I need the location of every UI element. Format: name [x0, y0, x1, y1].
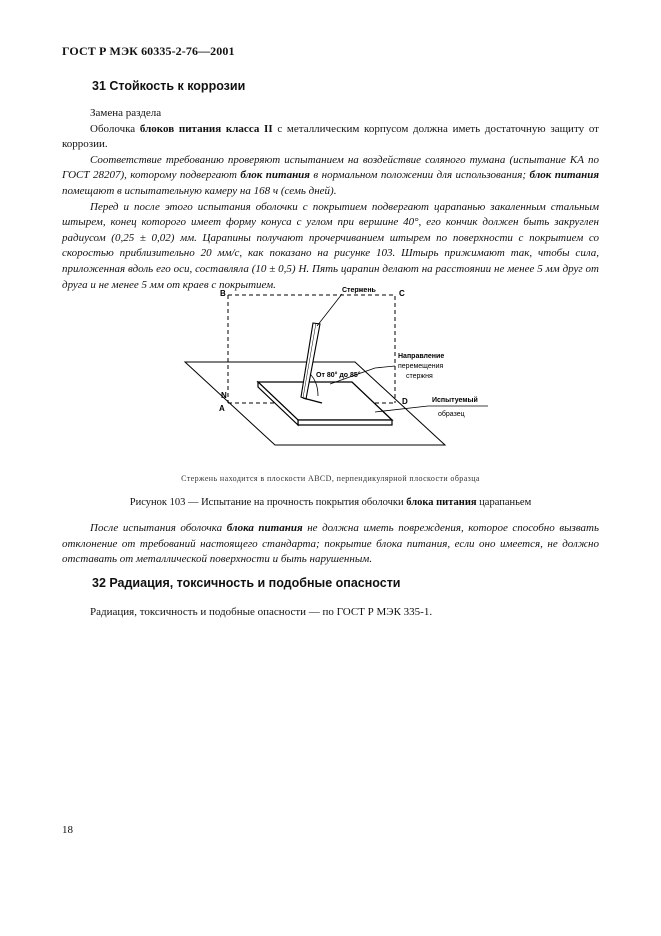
label-d: D: [402, 397, 408, 406]
figure-caption: Рисунок 103 — Испытание на прочность покрытия оболочки блока питания царапаньем: [129, 497, 532, 508]
page-number: 18: [62, 824, 73, 836]
paragraph-scratch-test: Перед и после этого испытания оболочки с покрытием подвергают царапанью закаленным стальным штырем, конец которого имеет форму конуса с углом при вершине 40°, его кончик должен быть закруглен радиусом (0,25 ± 0,02) мм. Царапины получают прочерчиванием штырем по поверхности с покрытием со скоростью приблизительно 20 мм/с, как показано на рисунке 103. Штырь прижимают так, чтобы сила, приложенная вдоль его оси, составляла (10 ± 0,5) Н. Пять царапин делают на расстоянии не менее 5 мм друг от друга и не менее 5 мм от краев с покрытием.: [62, 200, 599, 291]
paragraph-enclosure: Оболочка блоков питания класса II с металлическим корпусом должна иметь достаточную защиту от коррозии.: [62, 122, 599, 151]
label-direction-3: стержня: [406, 373, 433, 380]
paragraph-radiation: Радиация, токсичность и подобные опасности — по ГОСТ Р МЭК 335-1.: [90, 606, 433, 618]
figure-note: Стержень находится в плоскости ABCD, перпендикулярной плоскости образца: [181, 474, 480, 483]
label-rod: Стержень: [342, 287, 376, 294]
section-31-title: 31 Стойкость к коррозии: [92, 79, 246, 93]
document-header: ГОСТ Р МЭК 60335-2-76—2001: [62, 44, 235, 58]
paragraph-salt-mist: Соответствие требованию проверяют испытанием на воздействие соляного тумана (испытание КА по ГОСТ 28207), которому подвергают блок питания в нормальном положении для использования; блок питания помещают в испытательную камеру на 168 ч (семь дней).: [62, 153, 599, 197]
label-direction-1: Направление: [398, 353, 445, 360]
label-direction-2: перемещения: [398, 363, 444, 370]
scratch-test-figure: [170, 280, 515, 460]
paragraph-after-test: После испытания оболочка блока питания не должна иметь повреждения, которое способно вызвать отклонение от требований настоящего стандарта; покрытие блока питания, если оно имеется, не должно отставать от металлической поверхности и быть нарушенным.: [62, 522, 599, 566]
label-n: N: [221, 391, 227, 400]
label-b: B: [220, 289, 226, 298]
section-31-body: [62, 106, 599, 293]
label-c: C: [399, 289, 405, 298]
label-a: A: [219, 404, 225, 413]
after-test-body: [62, 521, 599, 568]
replace-label: Замена раздела: [90, 107, 162, 119]
label-sample-1: Испытуемый: [432, 397, 478, 404]
section-32-body: [62, 605, 599, 621]
section-32-title: 32 Радиация, токсичность и подобные опасности: [92, 576, 401, 590]
label-sample-2: образец: [438, 411, 465, 418]
label-angle: От 80° до 85°: [316, 372, 361, 379]
